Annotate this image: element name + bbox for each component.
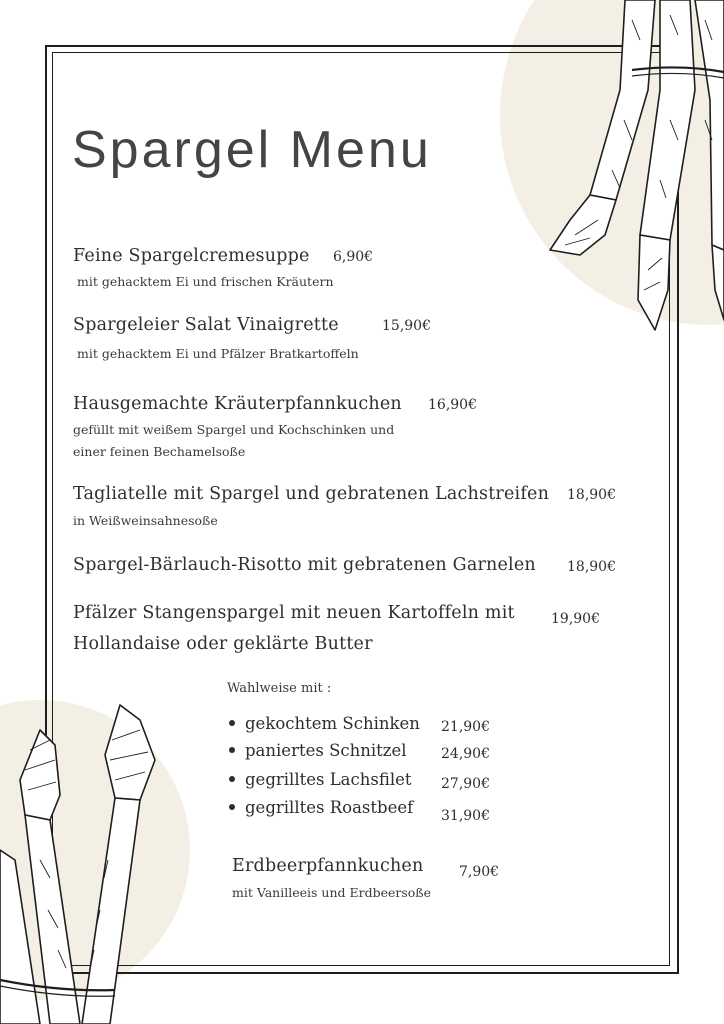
page-title: Spargel Menu <box>72 121 432 179</box>
option-item <box>229 714 420 733</box>
menu-item-name: Spargeleier Salat Vinaigrette <box>73 315 339 335</box>
option-name: gegrilltes Roastbeef <box>245 798 414 817</box>
option-name: paniertes Schnitzel <box>245 741 407 760</box>
bullet-icon <box>229 720 235 726</box>
menu-item-price: 16,90€ <box>428 397 477 413</box>
menu-item-description: in Weißweinsahnesoße <box>73 513 218 528</box>
dessert-name: Erdbeerpfannkuchen <box>232 856 424 876</box>
option-name: gekochtem Schinken <box>245 714 420 733</box>
asparagus-illustration-bottom-left <box>0 700 170 1024</box>
menu-item-price: 18,90€ <box>567 559 616 575</box>
menu-item-price: 18,90€ <box>567 487 616 503</box>
asparagus-illustration-top-right <box>520 0 724 340</box>
dessert-description: mit Vanilleeis und Erdbeersoße <box>232 885 432 900</box>
menu-item-description: mit gehacktem Ei und frischen Kräutern <box>77 274 334 289</box>
menu-item-name: Hollandaise oder geklärte Butter <box>73 634 373 654</box>
menu-item-name: Feine Spargelcremesuppe <box>73 246 310 266</box>
menu-item-price: 19,90€ <box>551 611 600 627</box>
options-label: Wahlweise mit : <box>227 681 332 696</box>
menu-item-description: einer feinen Bechamelsoße <box>73 444 246 459</box>
menu-item-price: 15,90€ <box>382 318 431 334</box>
option-price: 27,90€ <box>441 776 490 792</box>
option-price: 21,90€ <box>441 719 490 735</box>
option-price: 24,90€ <box>441 746 490 762</box>
dessert-price: 7,90€ <box>459 864 500 880</box>
option-price: 31,90€ <box>441 808 490 824</box>
menu-item-name: Spargel-Bärlauch-Risotto mit gebratenen Garnelen <box>73 555 536 575</box>
option-item <box>229 741 407 760</box>
menu-item-description: gefüllt mit weißem Spargel und Kochschinken und <box>73 422 395 437</box>
menu-item-name: Tagliatelle mit Spargel und gebratenen Lachstreifen <box>73 484 550 504</box>
menu-item-name: Pfälzer Stangenspargel mit neuen Kartoffeln mit <box>73 603 515 623</box>
option-name: gegrilltes Lachsfilet <box>245 770 412 789</box>
bullet-icon <box>229 747 235 753</box>
menu-item-price: 6,90€ <box>333 249 374 265</box>
menu-item-name: Hausgemachte Kräuterpfannkuchen <box>73 394 402 414</box>
menu-item-description: mit gehacktem Ei und Pfälzer Bratkartoffeln <box>77 346 359 361</box>
bullet-icon <box>229 776 235 782</box>
option-item <box>229 770 412 789</box>
bullet-icon <box>229 804 235 810</box>
option-item <box>229 798 413 817</box>
